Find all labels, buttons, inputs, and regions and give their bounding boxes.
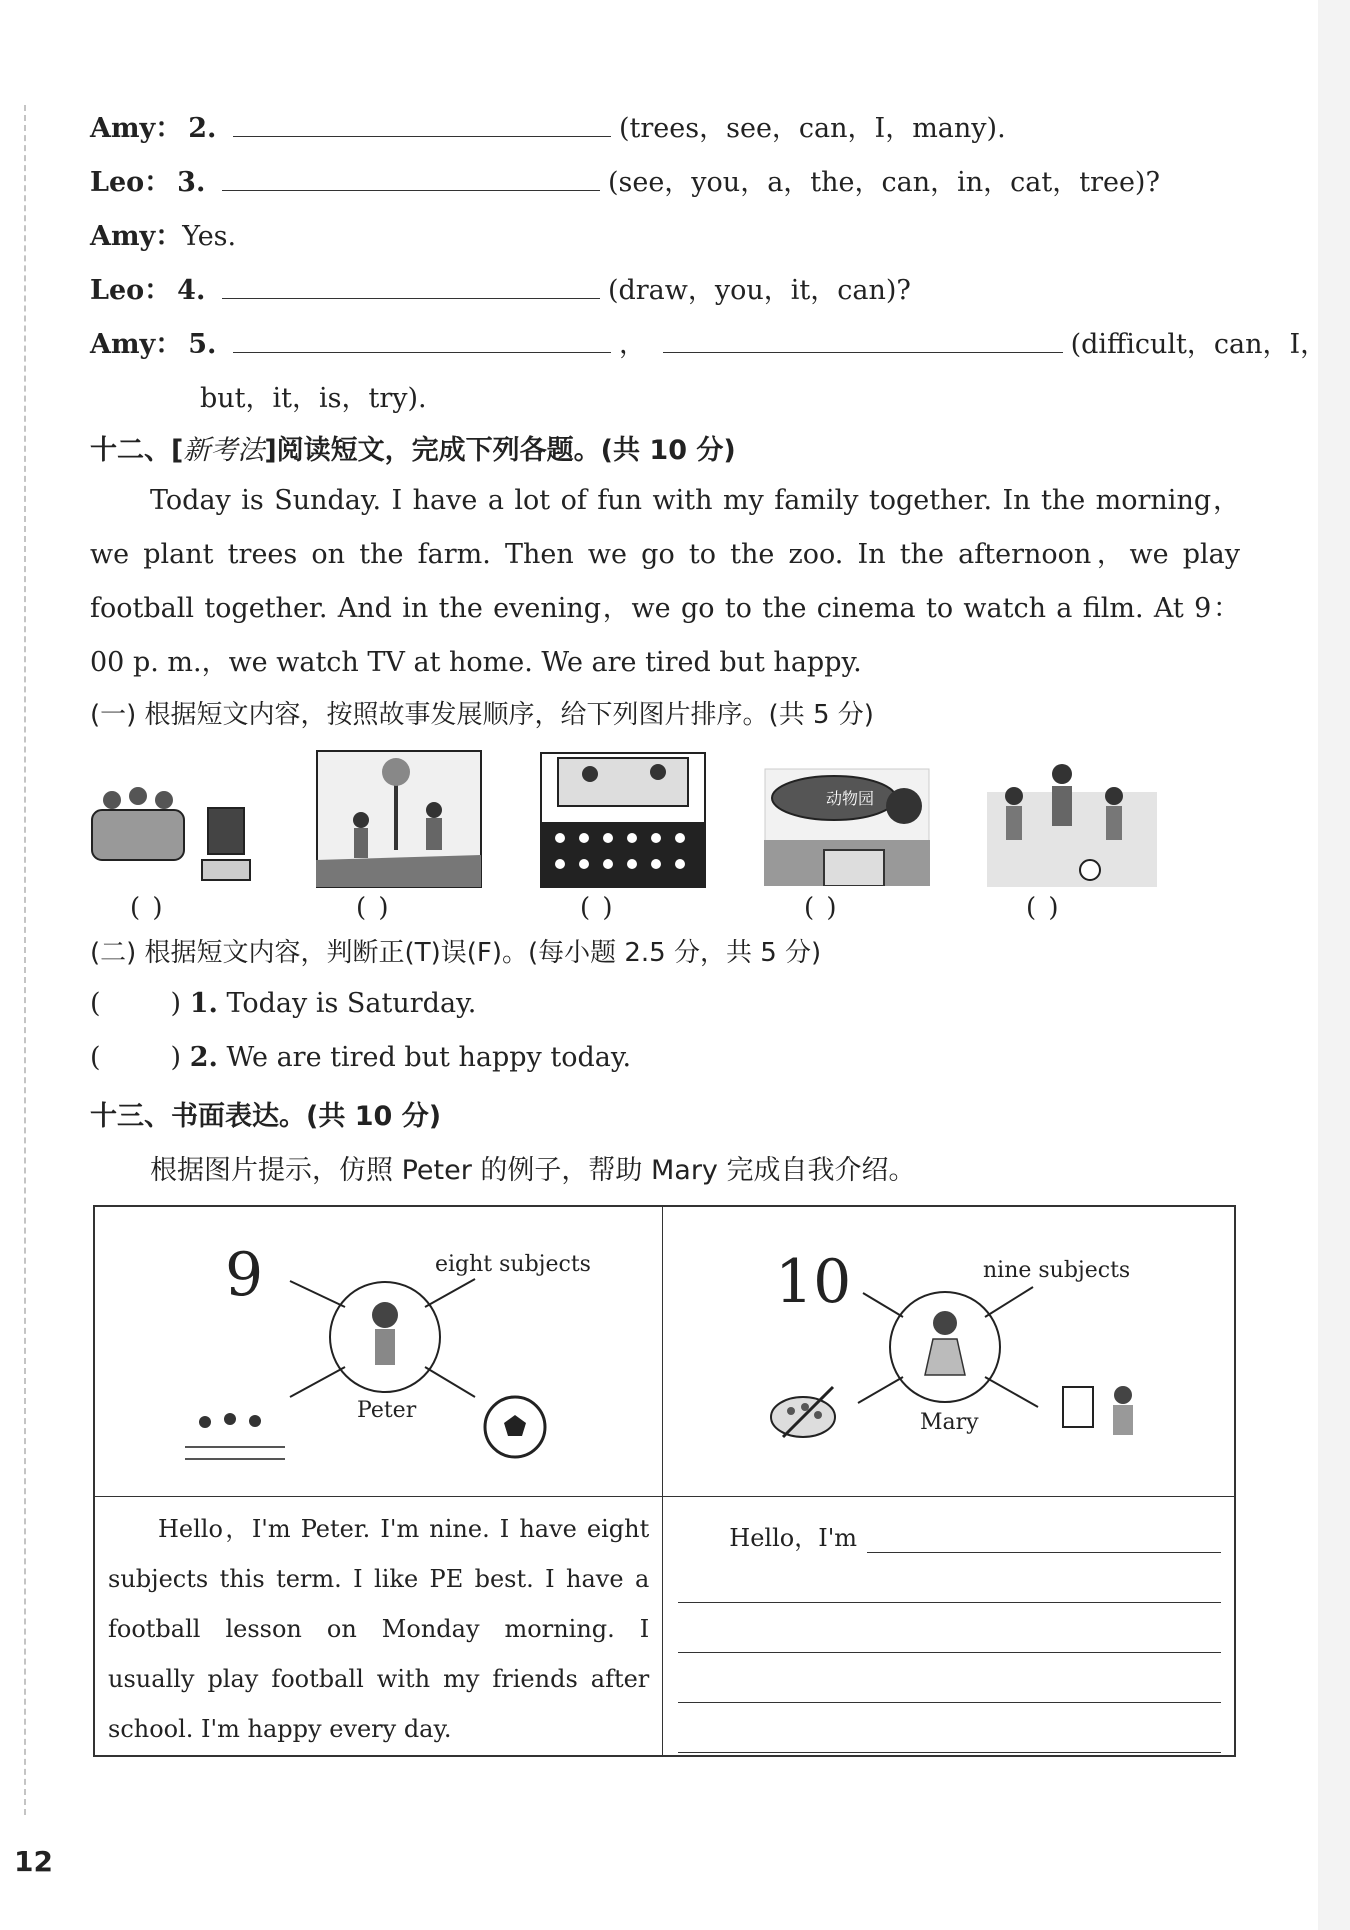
part-2-title: (二) 根据短文内容，判断正(T)误(F)。(每小题 2.5 分，共 5 分)	[90, 938, 822, 968]
word-hint-cont: but，it，is，try).	[200, 383, 427, 414]
question-number: 4.	[177, 275, 206, 306]
reading-passage	[90, 474, 1240, 690]
peter-age: 9	[225, 1240, 264, 1310]
paint-palette-icon	[771, 1387, 835, 1437]
tf-question-2	[90, 1042, 631, 1073]
mary-mindmap	[663, 1207, 1236, 1497]
writing-line[interactable]	[678, 1703, 1221, 1753]
page-number: 12	[14, 1845, 53, 1878]
paren-close: )	[170, 988, 182, 1019]
person-icon	[353, 812, 369, 828]
model-paragraph: Hello，I'm Peter. I'm nine. I have eight subjects this term. I like PE best. I have a football lesson on Monday morning. I usually play football with my friends after school. I'm happy every day.	[108, 1514, 650, 1743]
cinema-picture	[540, 752, 706, 888]
part-1-title: (一) 根据短文内容，按照故事发展顺序，给下列图片排序。(共 5 分)	[90, 700, 874, 730]
family-watching-tv-picture	[90, 770, 260, 900]
girl-painting-icon	[1063, 1386, 1133, 1435]
answer-blank[interactable]	[222, 274, 600, 299]
writing-line[interactable]	[867, 1522, 1221, 1553]
question-number: 1.	[189, 988, 218, 1019]
reply-text: Yes.	[182, 221, 237, 252]
child-icon	[1005, 787, 1023, 805]
playing-football-picture	[986, 752, 1158, 888]
section-12-heading	[90, 428, 736, 467]
running-race-icon	[185, 1413, 285, 1459]
question-text: We are tired but happy today.	[226, 1042, 632, 1073]
separator: ，	[619, 329, 646, 360]
dialogue-line-5-cont	[200, 376, 427, 415]
dialogue-line-2	[90, 106, 1006, 145]
zoo-gate-picture	[764, 768, 930, 886]
dialogue-line-4	[90, 268, 911, 307]
word-hint: (trees，see，can，I，many).	[619, 113, 1006, 144]
answer-blank[interactable]	[222, 166, 600, 191]
peter-subjects-label: eight subjects	[435, 1252, 591, 1277]
person-icon	[103, 791, 121, 809]
person-icon	[129, 787, 147, 805]
person-icon	[426, 802, 442, 818]
word-hint: (difficult，can，I，	[1070, 329, 1328, 360]
question-number: 2.	[188, 113, 217, 144]
new-method-tag: 新考法	[183, 435, 265, 466]
peter-mindmap-cell	[94, 1206, 663, 1496]
screen-icon	[558, 758, 688, 806]
writing-line[interactable]	[678, 1653, 1221, 1703]
speaker: Amy：	[90, 113, 183, 144]
person-icon	[155, 791, 173, 809]
girl-icon	[933, 1311, 957, 1335]
football-icon	[1080, 860, 1100, 880]
answer-blank[interactable]	[233, 112, 611, 137]
speaker: Amy：	[90, 329, 183, 360]
order-answer-1[interactable]: ( )	[130, 893, 165, 923]
bear-icon	[886, 788, 922, 824]
child-icon	[1105, 787, 1123, 805]
mary-writing-cell	[663, 1496, 1235, 1756]
order-answer-5[interactable]: ( )	[1026, 893, 1061, 923]
writing-line[interactable]	[678, 1603, 1221, 1653]
margin-dashed-rule	[24, 105, 26, 1815]
gate-icon	[824, 850, 884, 886]
section-13-instruction: 根据图片提示，仿照 Peter 的例子，帮助 Mary 完成自我介绍。	[150, 1155, 916, 1186]
zoo-sign-text: 动物园	[826, 789, 875, 808]
child-icon	[1052, 764, 1072, 784]
mary-age: 10	[775, 1247, 852, 1317]
mary-name: Mary	[920, 1410, 979, 1435]
tv-stand-icon	[202, 860, 250, 880]
order-answer-2[interactable]: ( )	[356, 893, 391, 923]
mary-start-text: Hello，I'm	[729, 1523, 858, 1552]
question-text: Today is Saturday.	[226, 988, 477, 1019]
tf-question-1	[90, 988, 476, 1019]
word-hint: (see，you，a，the，can，in，cat，tree)?	[607, 167, 1160, 198]
speaker: Amy：	[90, 221, 183, 252]
speaker: Leo：	[90, 167, 172, 198]
passage-text: Today is Sunday. I have a lot of fun with my family together. In the morning，we plant trees on the farm. Then we go to the zoo. In the afternoon，we play football together. And in the evening，we go to the cinema to watch a film. At 9：00 p. m.，we watch TV at home. We are tired but happy.	[90, 485, 1240, 678]
dialogue-line-5	[90, 322, 1327, 361]
peter-model-cell	[94, 1496, 663, 1756]
mary-first-line	[664, 1498, 1233, 1553]
order-answer-4[interactable]: ( )	[804, 893, 839, 923]
question-number: 2.	[189, 1042, 218, 1073]
order-answer-3[interactable]: ( )	[580, 893, 615, 923]
boy-icon	[372, 1302, 398, 1328]
question-number: 5.	[188, 329, 217, 360]
word-hint: (draw，you，it，can)?	[607, 275, 911, 306]
tv-icon	[208, 808, 244, 854]
answer-blank-b[interactable]	[663, 328, 1063, 353]
heading-prefix: 十二、[	[90, 435, 184, 466]
dialogue-line-yes	[90, 214, 236, 253]
audience-seats-icon	[541, 822, 705, 887]
paren-close: )	[170, 1042, 182, 1073]
planting-trees-picture	[316, 750, 482, 888]
question-number: 3.	[177, 167, 206, 198]
paren-open: (	[90, 1042, 101, 1073]
answer-blank-a[interactable]	[233, 328, 611, 353]
section-13-heading: 十三、书面表达。(共 10 分)	[90, 1101, 442, 1132]
speaker: Leo：	[90, 275, 172, 306]
peter-mindmap	[95, 1207, 665, 1497]
paren-open: (	[90, 988, 101, 1019]
heading-suffix: ]阅读短文，完成下列各题。(共 10 分)	[264, 435, 736, 466]
sofa-icon	[92, 810, 184, 860]
writing-table	[93, 1205, 1236, 1757]
page-edge-shade	[1318, 0, 1350, 1930]
tree-crown-icon	[382, 758, 410, 786]
mary-mindmap-cell	[663, 1206, 1235, 1496]
writing-line[interactable]	[678, 1553, 1221, 1603]
peter-name: Peter	[357, 1398, 417, 1423]
mary-subjects-label: nine subjects	[983, 1258, 1131, 1283]
peter-model-text	[96, 1498, 661, 1754]
dialogue-line-3	[90, 160, 1160, 199]
